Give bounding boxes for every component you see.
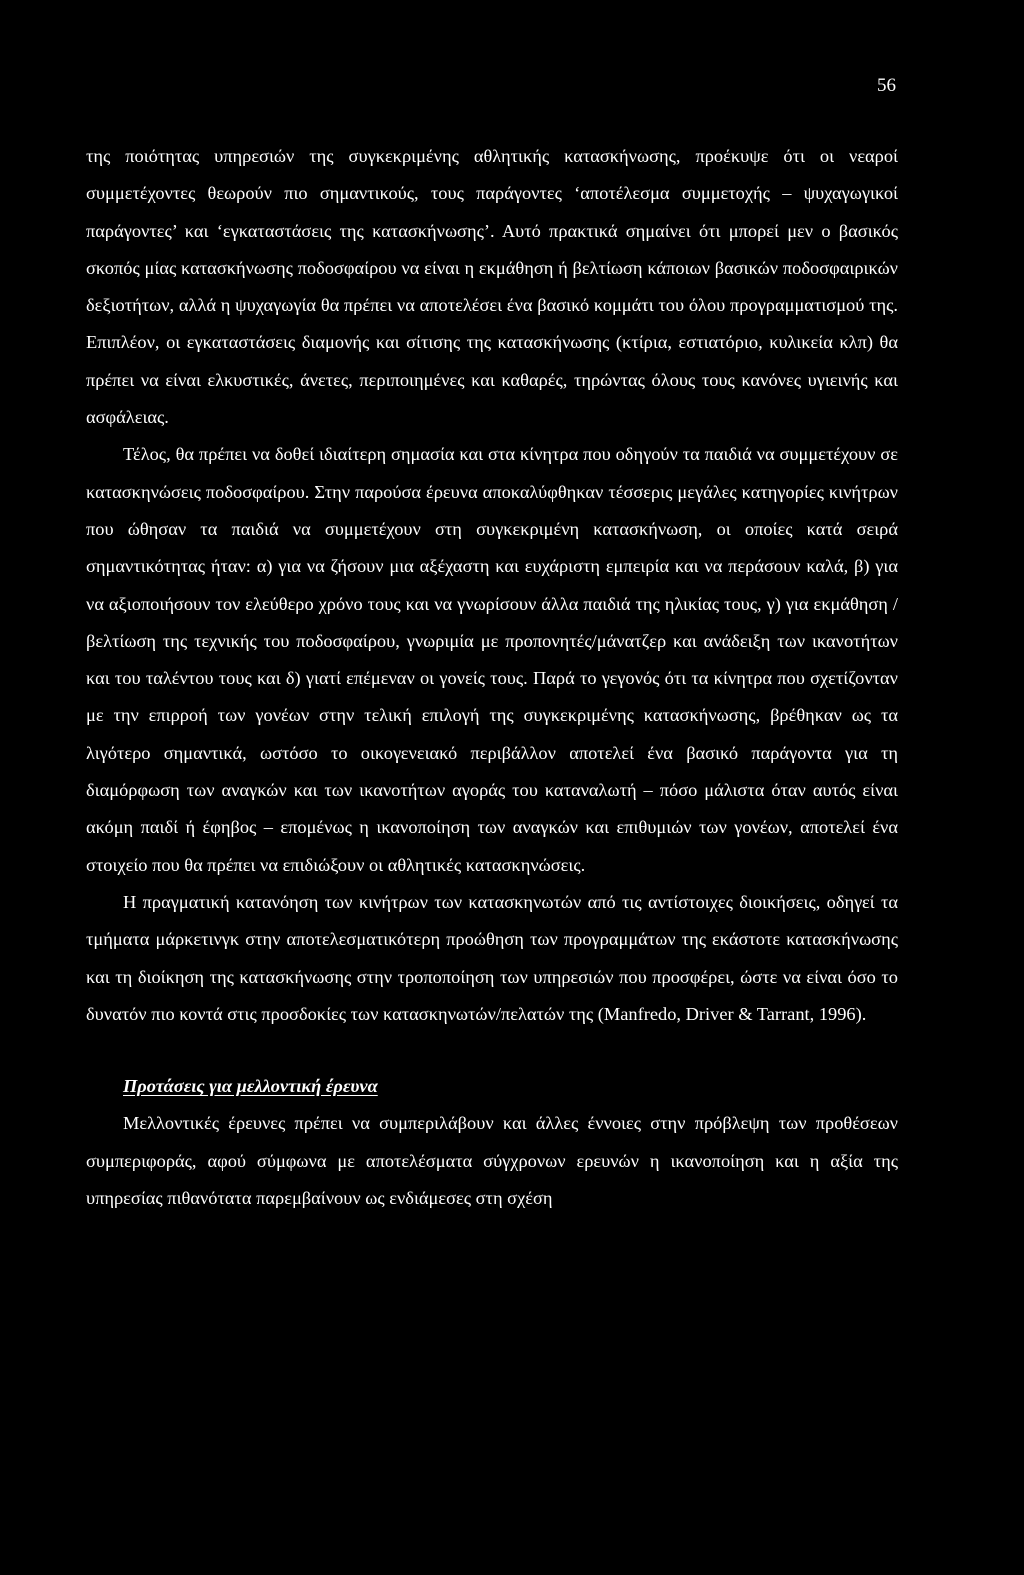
paragraph-quality-results: της ποιότητας υπηρεσιών της συγκεκριμένης αθλητικής κατασκήνωσης, προέκυψε ότι οι νεαροί συμμετέχοντες θεωρούν πιο σημαντικούς, τους παράγοντες ‘αποτέλεσμα συμμετοχής – ψυχαγωγικοί παράγοντες’ και ‘εγκαταστάσεις της κατασκήνωσης’. Αυτό πρακτικά σημαίνει ότι μπορεί μεν ο βασικός σκοπός μίας κατασκήνωσης ποδοσφαίρου να είναι η εκμάθηση ή βελτίωση κάποιων βασικών ποδοσφαιρικών δεξιοτήτων, αλλά η ψυχαγωγία θα πρέπει να αποτελέσει ένα βασικό κομμάτι του όλου προγραμματισμού της. Επιπλέον, οι εγκαταστάσεις διαμονής και σίτισης της κατασκήνωσης (κτίρια, εστιατόριο, κυλικεία κλπ) θα πρέπει να είναι ελκυστικές, άνετες, περιποιημένες και καθαρές, τηρώντας όλους τους κανόνες υγιεινής και ασφάλειας. xyxy=(86,146,898,428)
section-heading-future-research: Προτάσεις για μελλοντική έρευνα xyxy=(123,1076,378,1097)
paragraph-future-research: Μελλοντικές έρευνες πρέπει να συμπεριλάβουν και άλλες έννοιες στην πρόβλεψη των προθέσεων συμπεριφοράς, αφού σύμφωνα με αποτελέσματα σύγχρονων ερευνών η ικανοποίηση και η αξία της υπηρεσίας πιθανότατα παρεμβαίνουν ως ενδιάμεσες στη σχέση xyxy=(86,1113,898,1209)
paragraph-understanding-motives: Η πραγματική κατανόηση των κινήτρων των κατασκηνωτών από τις αντίστοιχες διοικήσεις, οδηγεί τα τμήματα μάρκετινγκ στην αποτελεσματικότερη προώθηση των προγραμμάτων της εκάστοτε κατασκήνωσης και τη διοίκηση της κατασκήνωσης στην τροποποίηση των υπηρεσιών που προσφέρει, ώστε να είναι όσο το δυνατόν πιο κοντά στις προσδοκίες των κατασκηνωτών/πελατών της (Manfredo, Driver & Tarrant, 1996). xyxy=(86,891,898,1024)
page-number: 56 xyxy=(877,75,896,96)
document-body xyxy=(86,138,898,1217)
paragraph-motivations: Τέλος, θα πρέπει να δοθεί ιδιαίτερη σημασία και στα κίνητρα που οδηγούν τα παιδιά να συμμετέχουν σε κατασκηνώσεις ποδοσφαίρου. Στην παρούσα έρευνα αποκαλύφθηκαν τέσσερις μεγάλες κατηγορίες κινήτρων που ώθησαν τα παιδιά να συμμετέχουν στη συγκεκριμένη κατασκήνωση, οι οποίες κατά σειρά σημαντικότητας ήταν: α) για να ζήσουν μια αξέχαστη και ευχάριστη εμπειρία και να περάσουν καλά, β) για να αξιοποιήσουν τον ελεύθερο χρόνο τους και να γνωρίσουν άλλα παιδιά της ηλικίας τους, γ) για εκμάθηση / βελτίωση της τεχνικής του ποδοσφαίρου, γνωριμία με προπονητές/μάνατζερ και ανάδειξη των ικανοτήτων και του ταλέντου τους και δ) γιατί επέμεναν οι γονείς τους. Παρά το γεγονός ότι τα κίνητρα που σχετίζονταν με την επιρροή των γονέων στην τελική επιλογή της συγκεκριμένης κατασκήνωσης, βρέθηκαν ως τα λιγότερο σημαντικά, ωστόσο το οικογενειακό περιβάλλον αποτελεί ένα βασικό παράγοντα για τη διαμόρφωση των αναγκών και των ικανοτήτων αγοράς του καταναλωτή – πόσο μάλιστα όταν αυτός είναι ακόμη παιδί ή έφηβος – επομένως η ικανοποίηση των αναγκών και επιθυμιών των γονέων, αποτελεί ένα στοιχείο που θα πρέπει να επιδιώξουν οι αθλητικές κατασκηνώσεις. xyxy=(86,444,898,875)
